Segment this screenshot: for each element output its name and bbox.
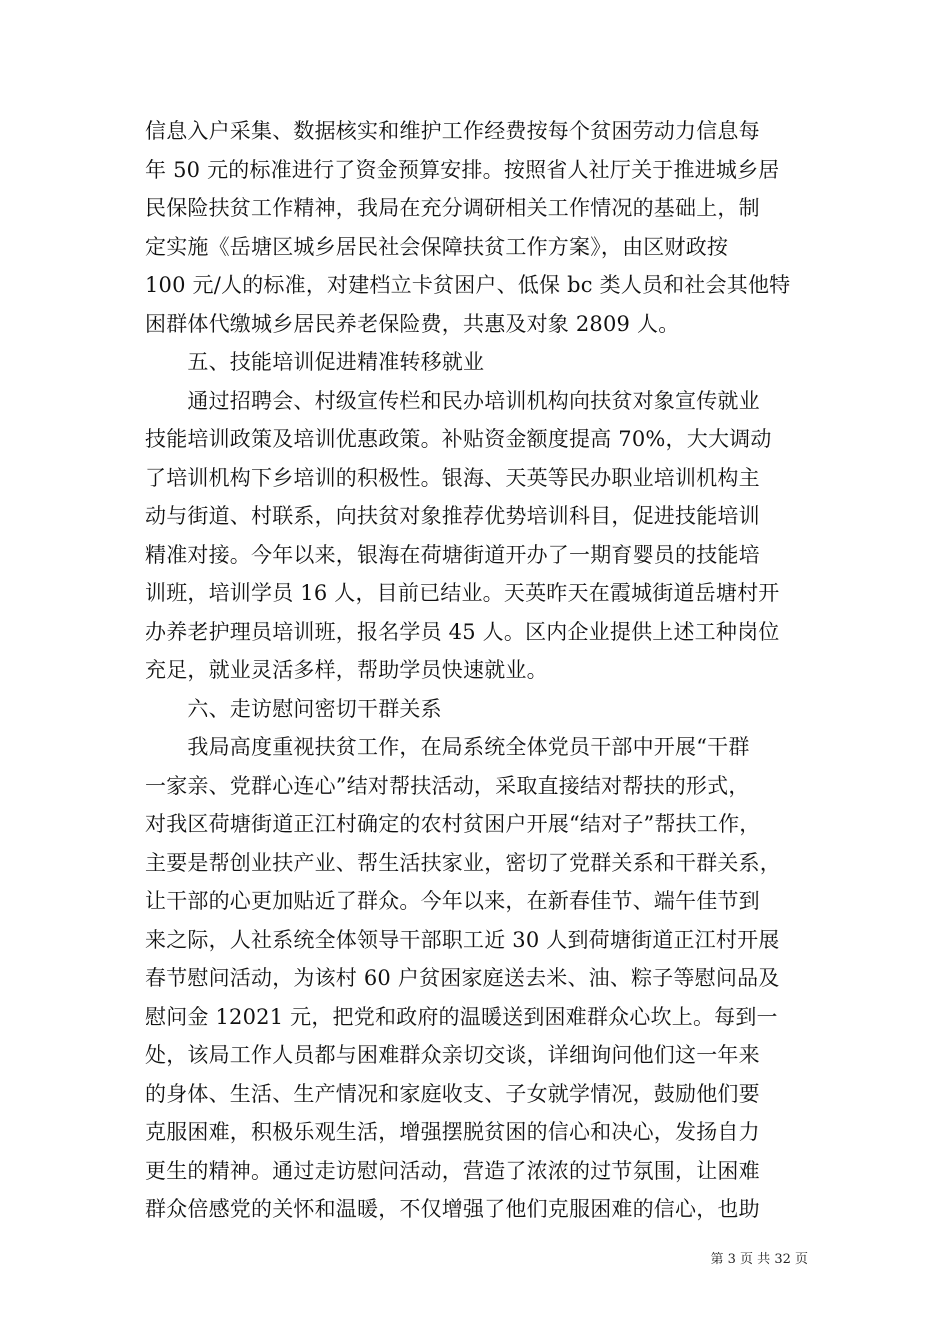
text-line-22: 来之际，人社系统全体领导干部职工近 30 人到荷塘街道正江村开展 — [145, 927, 780, 952]
text-line-2: 年 50 元的标准进行了资金预算安排。按照省人社厅关于推进城乡居 — [145, 157, 780, 182]
text-line-23: 春节慰问活动，为该村 60 户贫困家庭送去米、油、粽子等慰问品及 — [145, 966, 780, 990]
text-line-3: 民保险扶贫工作精神，我局在充分调研相关工作情况的基础上，制 — [145, 196, 760, 220]
text-line-6: 困群体代缴城乡居民养老保险费，共惠及对象 2809 人。 — [145, 311, 680, 336]
text-line-18: 一家亲、党群心连心”结对帮扶活动，采取直接结对帮扶的形式， — [145, 773, 750, 798]
text-line-20: 主要是帮创业扶产业、帮生活扶家业，密切了党群关系和干群关系， — [145, 850, 781, 875]
text-line-19: 对我区荷塘街道正江村确定的农村贫困户开展“结对子”帮扶工作， — [145, 812, 761, 836]
text-line-15: 充足，就业灵活多样，帮助学员快速就业。 — [145, 658, 548, 682]
text-line-4: 定实施《岳塘区城乡居民社会保障扶贫工作方案》，由区财政按 — [145, 234, 729, 259]
text-line-28: 更生的精神。通过走访慰问活动，营造了浓浓的过节氛围，让困难 — [145, 1158, 760, 1183]
section-heading-6: 六、走访慰问密切干群关系 — [145, 696, 442, 721]
text-line-29: 群众倍感党的关怀和温暖，不仅增强了他们克服困难的信心，也助 — [145, 1197, 760, 1221]
text-line-26: 的身体、生活、生产情况和家庭收支、子女就学情况，鼓励他们要 — [145, 1081, 760, 1106]
text-line-13: 训班，培训学员 16 人，目前已结业。天英昨天在霞城街道岳塘村开 — [145, 581, 780, 605]
page-number: 第 3 页 共 32 页 — [710, 1252, 808, 1267]
text-line-17: 我局高度重视扶贫工作，在局系统全体党员干部中开展“干群 — [145, 735, 750, 759]
text-line-10: 了培训机构下乡培训的积极性。银海、天英等民办职业培训机构主 — [145, 465, 760, 490]
text-line-24: 慰问金 12021 元，把党和政府的温暖送到困难群众心坎上。每到一 — [145, 1004, 778, 1029]
text-line-9: 技能培训政策及培训优惠政策。补贴资金额度提高 70%，大大调动 — [145, 427, 772, 451]
text-line-8: 通过招聘会、村级宣传栏和民办培训机构向扶贫对象宣传就业 — [145, 388, 760, 413]
text-line-14: 办养老护理员培训班，报名学员 45 人。区内企业提供上述工种岗位 — [145, 619, 780, 644]
text-line-1: 信息入户采集、数据核实和维护工作经费按每个贫困劳动力信息每 — [145, 119, 760, 143]
text-line-5: 100 元/人的标准，对建档立卡贫困户、低保 bc 类人员和社会其他特 — [145, 273, 791, 297]
text-line-25: 处，该局工作人员都与困难群众亲切交谈，详细询问他们这一年来 — [145, 1043, 760, 1067]
section-heading-5: 五、技能培训促进精准转移就业 — [145, 350, 485, 374]
document-body — [145, 112, 810, 1229]
text-line-21: 让干部的心更加贴近了群众。今年以来，在新春佳节、端午佳节到 — [145, 889, 760, 913]
text-line-11: 动与街道、村联系，向扶贫对象推荐优势培训科目，促进技能培训 — [145, 504, 760, 528]
text-line-27: 克服困难，积极乐观生活，增强摆脱贫困的信心和决心，发扬自力 — [145, 1120, 760, 1144]
text-line-12: 精准对接。今年以来，银海在荷塘街道开办了一期育婴员的技能培 — [145, 542, 760, 567]
